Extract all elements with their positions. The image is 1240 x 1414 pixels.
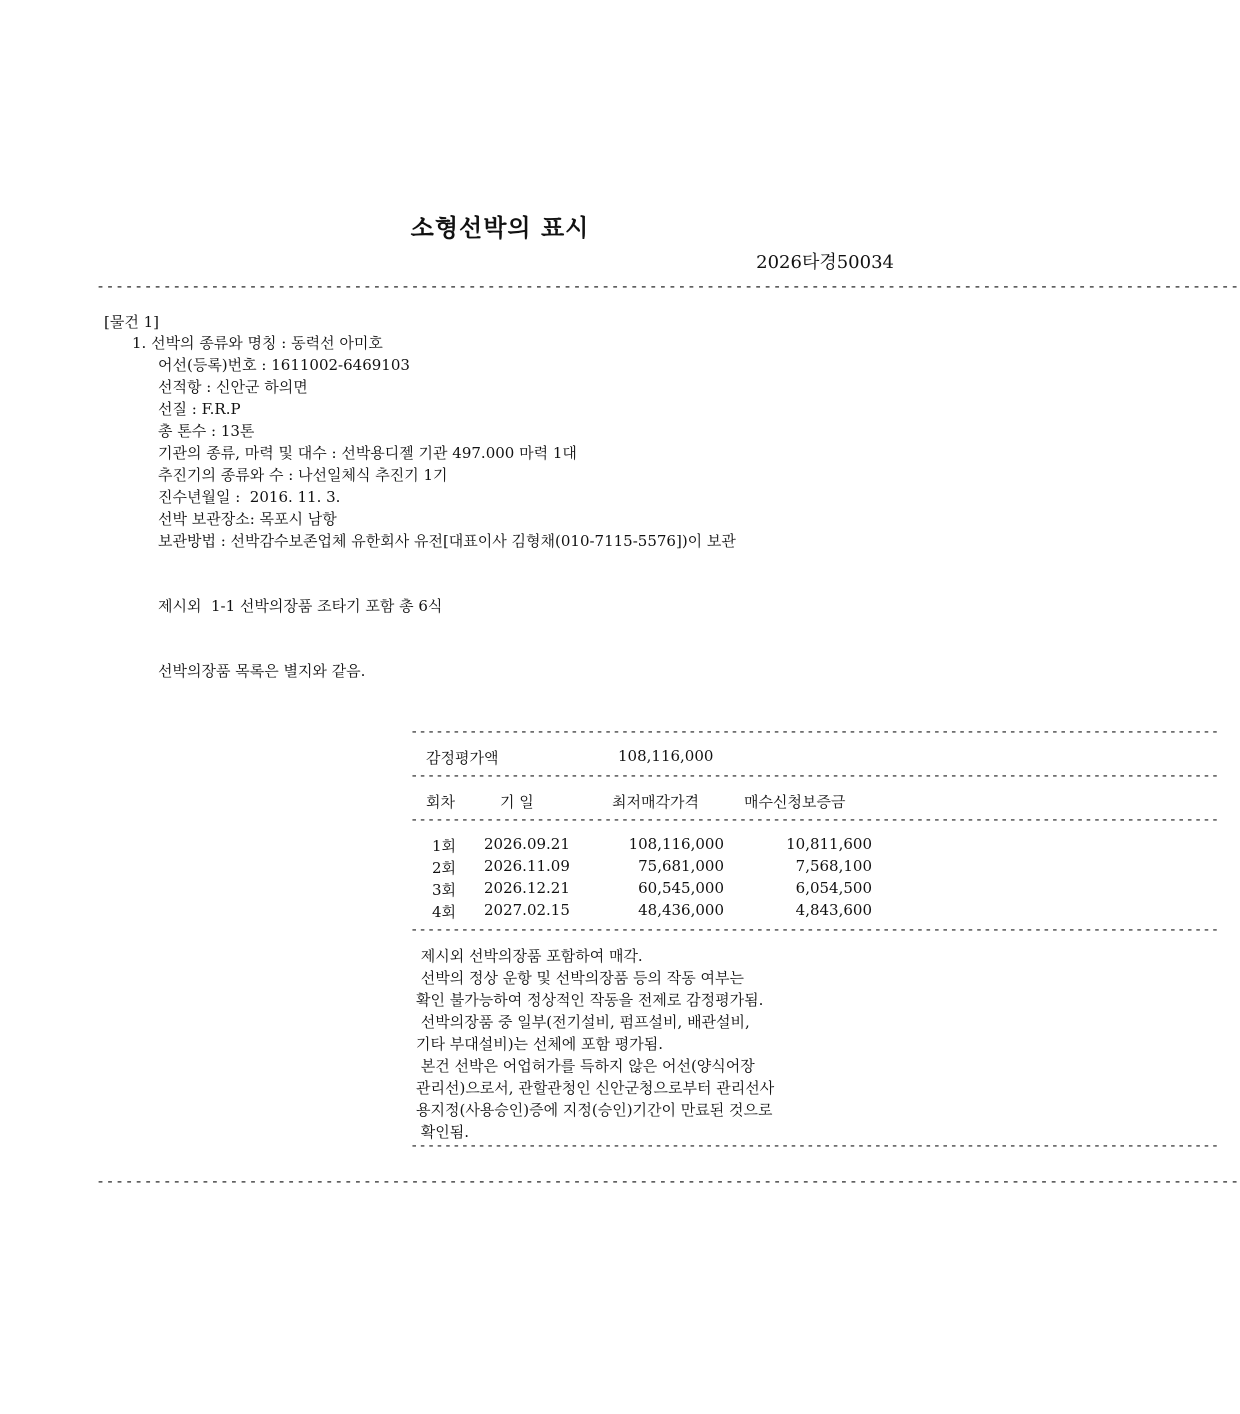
item-line-propeller: 추진기의 종류와 수 : 나선일체식 추진기 1기 [158, 466, 448, 484]
divider-top: ------------------------------------------------------------------------------------------------------------------------ [96, 277, 1240, 295]
item-line-vessel-type: 1. 선박의 종류와 명칭 : 동력선 아미호 [132, 334, 383, 352]
remark-line: 기타 부대설비)는 선체에 포함 평가됨. [416, 1035, 664, 1053]
appraisal-value: 108,116,000 [618, 747, 714, 765]
table-divider-4: ------------------------------------------------------------------------------------------------ [410, 922, 1220, 938]
schedule-row-3-date: 2026.12.21 [484, 879, 570, 897]
remark-line: 선박의 정상 운항 및 선박의장품 등의 작동 여부는 [416, 969, 744, 987]
remark-line: 제시외 선박의장품 포함하여 매각. [416, 947, 643, 965]
schedule-row-4-round: 4회 [432, 903, 457, 921]
schedule-row-2-deposit: 7,568,100 [795, 857, 872, 875]
item-line-material: 선질 : F.R.P [158, 400, 241, 418]
schedule-header-date: 기 일 [500, 793, 534, 811]
remark-line: 확인됨. [416, 1123, 470, 1141]
remark-line: 관리선)으로서, 관할관청인 신안군청으로부터 관리선사 [416, 1079, 775, 1097]
item-note: 선박의장품 목록은 별지와 같음. [158, 662, 366, 680]
item-line-port: 선적항 : 신안군 하의면 [158, 378, 308, 396]
table-divider-bottom: ------------------------------------------------------------------------------------------------ [410, 1138, 1220, 1154]
item-line-registration: 어선(등록)번호 : 1611002-6469103 [158, 356, 410, 374]
schedule-row-3-round: 3회 [432, 881, 457, 899]
schedule-row-2-min-price: 75,681,000 [638, 857, 724, 875]
schedule-row-1-min-price: 108,116,000 [628, 835, 724, 853]
case-number: 2026타경50034 [756, 252, 894, 273]
remark-line: 본건 선박은 어업허가를 득하지 않은 어선(양식어장 [416, 1057, 755, 1075]
table-divider-1: ------------------------------------------------------------------------------------------------ [410, 724, 1220, 740]
item-line-storage-place: 선박 보관장소: 목포시 남항 [158, 510, 337, 528]
schedule-header-min-price: 최저매각가격 [612, 793, 699, 811]
table-divider-2: ------------------------------------------------------------------------------------------------ [410, 768, 1220, 784]
item-line-tonnage: 총 톤수 : 13톤 [158, 422, 255, 440]
table-divider-3: ------------------------------------------------------------------------------------------------ [410, 812, 1220, 828]
item-line-engine: 기관의 종류, 마력 및 대수 : 선박용디젤 기관 497.000 마력 1대 [158, 444, 577, 462]
remark-line: 선박의장품 중 일부(전기설비, 펌프설비, 배관설비, [416, 1013, 750, 1031]
item-line-storage-method: 보관방법 : 선박감수보존업체 유한회사 유전[대표이사 김형채(010-7115-5576])이 보관 [158, 532, 736, 550]
schedule-row-4-date: 2027.02.15 [484, 901, 570, 919]
schedule-header-deposit: 매수신청보증금 [744, 793, 846, 811]
schedule-row-1-date: 2026.09.21 [484, 835, 570, 853]
divider-bottom: ------------------------------------------------------------------------------------------------------------------------ [96, 1172, 1240, 1190]
remark-line: 확인 불가능하여 정상적인 작동을 전제로 감정평가됨. [416, 991, 764, 1009]
schedule-row-1-round: 1회 [432, 837, 457, 855]
page-title: 소형선박의 표시 [410, 213, 590, 242]
schedule-row-4-deposit: 4,843,600 [795, 901, 872, 919]
item-line-launch-date: 진수년월일 : 2016. 11. 3. [158, 488, 341, 506]
schedule-row-2-round: 2회 [432, 859, 457, 877]
item-label: [물건 1] [104, 313, 159, 331]
appraisal-label: 감정평가액 [426, 749, 499, 767]
schedule-row-1-deposit: 10,811,600 [786, 835, 872, 853]
item-extra: 제시외 1-1 선박의장품 조타기 포함 총 6식 [158, 597, 443, 615]
schedule-row-3-min-price: 60,545,000 [638, 879, 724, 897]
schedule-row-4-min-price: 48,436,000 [638, 901, 724, 919]
schedule-row-2-date: 2026.11.09 [484, 857, 570, 875]
remark-line: 용지정(사용승인)증에 지정(승인)기간이 만료된 것으로 [416, 1101, 773, 1119]
schedule-header-round: 회차 [426, 793, 455, 811]
schedule-row-3-deposit: 6,054,500 [795, 879, 872, 897]
